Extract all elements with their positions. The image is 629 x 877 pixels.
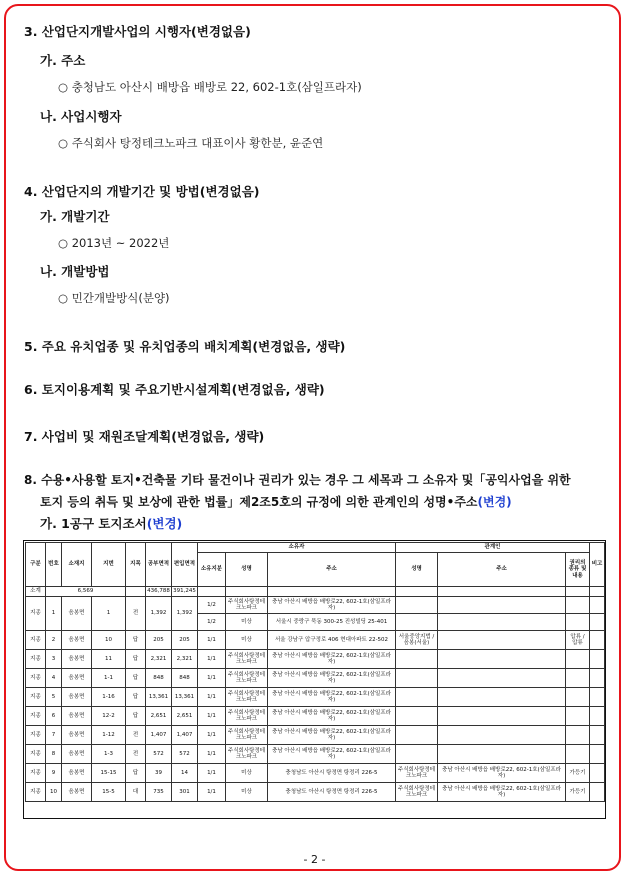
- header-rel-addr: 주소: [438, 553, 566, 587]
- cell-gongbu: 205: [146, 631, 172, 650]
- cell-rel-addr: [438, 707, 566, 726]
- cell-rel-right: 압류 / 압류: [566, 631, 590, 650]
- cell-gubun: 지종: [26, 631, 46, 650]
- cell-jibeon: 1-16: [92, 688, 126, 707]
- cell-jibeon: 1-3: [92, 745, 126, 764]
- cell-rel-name: [396, 597, 438, 614]
- cell-rel-right: [566, 726, 590, 745]
- cell-share: 1/1: [198, 669, 226, 688]
- cell-sojae: 음봉면: [62, 764, 92, 783]
- cell-sojae: 음봉면: [62, 631, 92, 650]
- cell-rel-name: [396, 688, 438, 707]
- section-4-method-title: 나. 개발방법: [40, 264, 110, 279]
- cell-rel-addr: [438, 669, 566, 688]
- cell-jibeon: 12-2: [92, 707, 126, 726]
- cell-jimok: 답: [126, 650, 146, 669]
- cell-num: 4: [46, 669, 62, 688]
- cell-sojae: 음봉면: [62, 783, 92, 802]
- cell-pyeonib: 13,361: [172, 688, 198, 707]
- cell-owner-name: 주식회사탕정테크노파크: [226, 597, 268, 614]
- cell-num: 3: [46, 650, 62, 669]
- cell-owner-addr: 서울시 중랑구 묵동 300-25 진성빌딩 25-401: [268, 614, 396, 631]
- cell-share: 1/1: [198, 631, 226, 650]
- total-label: 소계: [26, 587, 46, 597]
- cell-jimok: 답: [126, 669, 146, 688]
- table-row: [26, 707, 605, 726]
- cell-gubun: 지종: [26, 745, 46, 764]
- section-4-title: 4. 산업단지의 개발기간 및 방법(변경없음): [24, 184, 260, 199]
- cell-pyeonib: 1,392: [172, 597, 198, 631]
- section-8-title-line2: 토지 등의 취득 및 보상에 관한 법률」제2조5호의 규정에 의한 관계인의 성명•주소: [40, 495, 478, 509]
- cell-gubun: 지종: [26, 597, 46, 631]
- table-row: [26, 783, 605, 802]
- cell-rel-addr: [438, 597, 566, 614]
- cell-rel-addr: [438, 614, 566, 631]
- cell-rel-addr: [438, 726, 566, 745]
- section-4-method-item: ○ 민간개발방식(분양): [58, 291, 170, 305]
- cell-owner-addr: 충남 아산시 배방읍 배방로22, 602-1호(삼일프라자): [268, 726, 396, 745]
- cell-jibeon: 1-12: [92, 726, 126, 745]
- cell-pyeonib: 1,407: [172, 726, 198, 745]
- cell-pyeonib: 572: [172, 745, 198, 764]
- table-row: [26, 745, 605, 764]
- header-rel-name: 성명: [396, 553, 438, 587]
- cell-jimok: 답: [126, 631, 146, 650]
- cell-rel-name: 주식회사탕정테크노파크: [396, 764, 438, 783]
- cell-rel-name: [396, 707, 438, 726]
- cell-jimok: 답: [126, 688, 146, 707]
- section-8-title: [24, 469, 614, 535]
- total-gongbu: 436,788: [146, 587, 172, 597]
- section-8-title-line1: 8. 수용•사용할 토지•건축물 기타 물건이나 권리가 있는 경우 그 세목과 그 소유자 및「공익사업을 위한: [24, 473, 571, 487]
- cell-jibeon: 1-1: [92, 669, 126, 688]
- section-3-operator-title: 나. 사업시행자: [40, 109, 122, 124]
- total-pyeonib: 391,245: [172, 587, 198, 597]
- cell-num: 7: [46, 726, 62, 745]
- cell-note: [590, 631, 605, 650]
- cell-rel-right: [566, 650, 590, 669]
- cell-gongbu: 2,321: [146, 650, 172, 669]
- cell-sojae: 음봉면: [62, 707, 92, 726]
- header-note: 비고: [590, 543, 605, 587]
- total-count: 6,569: [46, 587, 126, 597]
- cell-rel-name: [396, 650, 438, 669]
- cell-owner-name: 주식회사탕정테크노파크: [226, 669, 268, 688]
- cell-jimok: 답: [126, 764, 146, 783]
- cell-gongbu: 39: [146, 764, 172, 783]
- cell-pyeonib: 2,321: [172, 650, 198, 669]
- cell-rel-right: [566, 597, 590, 614]
- section-3-address-item: ○ 충청남도 아산시 배방읍 배방로 22, 602-1호(삼일프라자): [58, 80, 362, 94]
- table-row: [26, 764, 605, 783]
- cell-share: 1/1: [198, 726, 226, 745]
- cell-gongbu: 572: [146, 745, 172, 764]
- cell-jibeon: 15-5: [92, 783, 126, 802]
- cell-sojae: 음봉면: [62, 688, 92, 707]
- section-3-address-title: 가. 주소: [40, 53, 86, 68]
- header-gubun: 구분: [26, 543, 46, 587]
- cell-owner-name: 미상: [226, 614, 268, 631]
- cell-rel-right: [566, 688, 590, 707]
- cell-owner-name: 미상: [226, 764, 268, 783]
- cell-owner-addr: 충남 아산시 배방읍 배방로22, 602-1호(삼일프라자): [268, 745, 396, 764]
- cell-owner-name: 주식회사탕정테크노파크: [226, 688, 268, 707]
- section-6-title: 6. 토지이용계획 및 주요기반시설계획(변경없음, 생략): [24, 382, 325, 397]
- cell-sojae: 음봉면: [62, 650, 92, 669]
- cell-jibeon: 10: [92, 631, 126, 650]
- cell-sojae: 음봉면: [62, 726, 92, 745]
- land-survey-change-tag: (변경): [146, 516, 183, 531]
- cell-note: [590, 597, 605, 614]
- cell-share: 1/1: [198, 745, 226, 764]
- cell-num: 6: [46, 707, 62, 726]
- cell-owner-name: 미상: [226, 631, 268, 650]
- cell-jimok: 전: [126, 597, 146, 631]
- section-3-operator-item: ○ 주식회사 탕정테크노파크 대표이사 황한분, 윤준연: [58, 136, 324, 150]
- cell-rel-right: 가등기: [566, 764, 590, 783]
- cell-share: 1/1: [198, 650, 226, 669]
- cell-gubun: 지종: [26, 783, 46, 802]
- cell-gongbu: 1,407: [146, 726, 172, 745]
- header-owner-group: 소유자: [198, 543, 396, 553]
- cell-jimok: 전: [126, 745, 146, 764]
- cell-gubun: 지종: [26, 726, 46, 745]
- cell-pyeonib: 2,651: [172, 707, 198, 726]
- cell-share: 1/1: [198, 688, 226, 707]
- cell-share: 1/2: [198, 614, 226, 631]
- header-jibeon: 지번: [92, 543, 126, 587]
- cell-rel-name: [396, 669, 438, 688]
- section-4-period-item: ○ 2013년 ~ 2022년: [58, 236, 170, 250]
- table-total-row: [26, 587, 605, 597]
- cell-num: 8: [46, 745, 62, 764]
- cell-owner-addr: 충남 아산시 배방읍 배방로22, 602-1호(삼일프라자): [268, 707, 396, 726]
- cell-note: [590, 650, 605, 669]
- cell-jimok: 전: [126, 726, 146, 745]
- cell-sojae: 음봉면: [62, 597, 92, 631]
- header-owner-name: 성명: [226, 553, 268, 587]
- cell-gubun: 지종: [26, 764, 46, 783]
- cell-owner-addr: 서울 강남구 압구정로 406 현대아파트 22-502: [268, 631, 396, 650]
- cell-rel-right: [566, 614, 590, 631]
- table-row: [26, 597, 605, 614]
- cell-rel-right: [566, 669, 590, 688]
- header-num: 번호: [46, 543, 62, 587]
- cell-rel-addr: 충남 아산시 배방읍 배방로22, 602-1호(삼일프라자): [438, 783, 566, 802]
- cell-owner-name: 주식회사탕정테크노파크: [226, 707, 268, 726]
- header-gongbu: 공부면적: [146, 543, 172, 587]
- cell-owner-name: 미상: [226, 783, 268, 802]
- table-row: [26, 726, 605, 745]
- cell-rel-name: 주식회사탕정테크노파크: [396, 783, 438, 802]
- cell-jimok: 대: [126, 783, 146, 802]
- cell-sojae: 음봉면: [62, 745, 92, 764]
- header-rel-right: 권리의 종류 및 내용: [566, 553, 590, 587]
- cell-num: 2: [46, 631, 62, 650]
- cell-note: [590, 688, 605, 707]
- header-pyeonib: 편입면적: [172, 543, 198, 587]
- cell-owner-addr: 충남 아산시 배방읍 배방로22, 602-1호(삼일프라자): [268, 650, 396, 669]
- cell-rel-right: 가등기: [566, 783, 590, 802]
- cell-share: 1/2: [198, 597, 226, 614]
- table-row: [26, 688, 605, 707]
- table-row: [26, 650, 605, 669]
- cell-num: 1: [46, 597, 62, 631]
- cell-gongbu: 735: [146, 783, 172, 802]
- cell-share: 1/1: [198, 764, 226, 783]
- cell-pyeonib: 205: [172, 631, 198, 650]
- cell-rel-name: 서울중앙지법 / 음봉(서울): [396, 631, 438, 650]
- cell-owner-name: 주식회사탕정테크노파크: [226, 726, 268, 745]
- cell-gongbu: 848: [146, 669, 172, 688]
- cell-jibeon: 15-15: [92, 764, 126, 783]
- cell-note: [590, 726, 605, 745]
- cell-jimok: 답: [126, 707, 146, 726]
- cell-gubun: 지종: [26, 650, 46, 669]
- cell-gubun: 지종: [26, 688, 46, 707]
- cell-note: [590, 669, 605, 688]
- cell-owner-addr: 충남 아산시 배방읍 배방로22, 602-1호(삼일프라자): [268, 669, 396, 688]
- cell-owner-addr: 충청남도 아산시 탕정면 탕정리 226-5: [268, 764, 396, 783]
- cell-rel-addr: [438, 688, 566, 707]
- cell-gubun: 지종: [26, 669, 46, 688]
- cell-jibeon: 1: [92, 597, 126, 631]
- cell-rel-name: [396, 726, 438, 745]
- page-number: - 2 -: [303, 853, 326, 866]
- cell-rel-addr: [438, 631, 566, 650]
- cell-share: 1/1: [198, 707, 226, 726]
- section-3-title: 3. 산업단지개발사업의 시행자(변경없음): [24, 24, 251, 39]
- cell-gongbu: 13,361: [146, 688, 172, 707]
- cell-share: 1/1: [198, 783, 226, 802]
- cell-num: 10: [46, 783, 62, 802]
- cell-pyeonib: 848: [172, 669, 198, 688]
- cell-pyeonib: 14: [172, 764, 198, 783]
- section-5-title: 5. 주요 유치업종 및 유치업종의 배치계획(변경없음, 생략): [24, 339, 346, 354]
- cell-rel-right: [566, 745, 590, 764]
- cell-num: 9: [46, 764, 62, 783]
- header-share: 소유지분: [198, 553, 226, 587]
- header-rel-group: 관계인: [396, 543, 590, 553]
- cell-pyeonib: 301: [172, 783, 198, 802]
- land-table: [25, 542, 605, 802]
- cell-note: [590, 707, 605, 726]
- section-8-change-tag: (변경): [477, 495, 512, 509]
- table-row: [26, 631, 605, 650]
- cell-owner-name: 주식회사탕정테크노파크: [226, 745, 268, 764]
- section-4-period-title: 가. 개발기간: [40, 209, 110, 224]
- cell-num: 5: [46, 688, 62, 707]
- cell-jibeon: 11: [92, 650, 126, 669]
- cell-owner-addr: 충청남도 아산시 탕정면 탕정리 226-5: [268, 783, 396, 802]
- cell-rel-addr: 충남 아산시 배방읍 배방로22, 602-1호(삼일프라자): [438, 764, 566, 783]
- cell-note: [590, 614, 605, 631]
- cell-owner-addr: 충남 아산시 배방읍 배방로22, 602-1호(삼일프라자): [268, 597, 396, 614]
- cell-rel-name: [396, 745, 438, 764]
- section-7-title: 7. 사업비 및 재원조달계획(변경없음, 생략): [24, 429, 265, 444]
- cell-rel-addr: [438, 745, 566, 764]
- land-survey-title: 가. 1공구 토지조서: [40, 516, 147, 531]
- cell-gongbu: 1,392: [146, 597, 172, 631]
- cell-gongbu: 2,651: [146, 707, 172, 726]
- cell-note: [590, 745, 605, 764]
- cell-owner-addr: 충남 아산시 배방읍 배방로22, 602-1호(삼일프라자): [268, 688, 396, 707]
- cell-rel-right: [566, 707, 590, 726]
- cell-note: [590, 764, 605, 783]
- header-owner-addr: 주소: [268, 553, 396, 587]
- cell-gubun: 지종: [26, 707, 46, 726]
- header-sojae: 소재지: [62, 543, 92, 587]
- cell-note: [590, 783, 605, 802]
- table-row: [26, 669, 605, 688]
- header-jimok: 지목: [126, 543, 146, 587]
- cell-rel-addr: [438, 650, 566, 669]
- cell-sojae: 음봉면: [62, 669, 92, 688]
- cell-owner-name: 주식회사탕정테크노파크: [226, 650, 268, 669]
- cell-rel-name: [396, 614, 438, 631]
